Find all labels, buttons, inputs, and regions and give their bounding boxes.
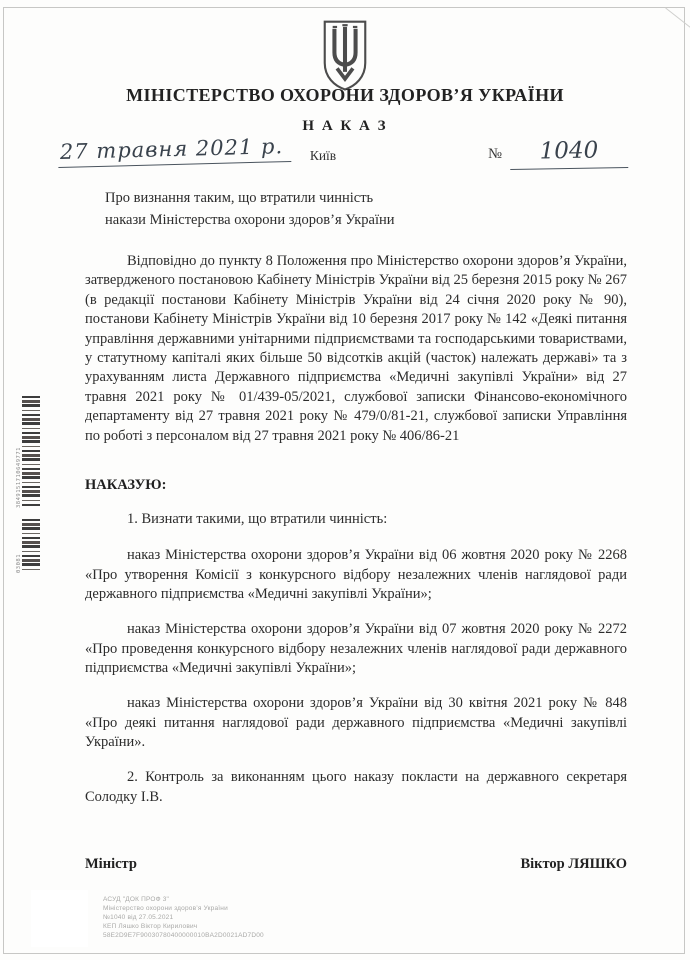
stamp-line: Міністерство охорони здоров’я України [103, 905, 228, 912]
subject-block [105, 188, 525, 231]
ukraine-trident-icon [316, 19, 374, 93]
document-type-title: Н А К А З [302, 118, 388, 134]
vertical-barcode-small [15, 519, 40, 573]
stamp-text-block [103, 892, 264, 940]
barcode-bars-icon [22, 396, 40, 508]
order-number-block [488, 138, 628, 169]
resolution-word: НАКАЗУЮ: [85, 477, 167, 493]
vertical-barcode-main [15, 396, 40, 508]
handwritten-date: 27 травня 2021 р. [58, 134, 292, 168]
ministry-title: МІНІСТЕРСТВО ОХОРОНИ ЗДОРОВ’Я УКРАЇНИ [126, 85, 564, 105]
stamp-line: КЕП Ляшко Віктор Кирилович [103, 923, 198, 930]
barcode-number: 03081 [16, 553, 22, 573]
clause-1-intro: 1. Визнати такими, що втратили чинність: [127, 511, 388, 527]
qr-code-icon [33, 892, 86, 945]
subject-line-2: накази Міністерства охорони здоров’я України [105, 211, 395, 228]
handwritten-order-number: 1040 [510, 137, 629, 170]
subject-line-1: Про визнання таким, що втратили чинність [105, 190, 374, 206]
revoked-order-2: наказ Міністерства охорони здоров’я України від 07 жовтня 2020 року № 2272 «Про проведення конкурсного відбору незалежних членів наглядової ради державного підприємства «Медичні закупівлі України»; [85, 621, 627, 677]
stamp-line: №1040 від 27.05.2021 [103, 914, 174, 921]
coat-of-arms [0, 19, 690, 93]
number-sign: № [488, 146, 502, 162]
stamp-line: АСУД "ДОК ПРОФ 3" [103, 896, 170, 903]
date-number-row [58, 136, 628, 178]
barcode-bars-icon [22, 519, 40, 573]
stamp-line: 58E2D9E7F90030780400000010BA2D0021AD7D00 [103, 932, 264, 939]
signer-name: Віктор ЛЯШКО [520, 856, 627, 872]
digital-signature-stamp [33, 892, 264, 945]
city-label: Київ [309, 148, 337, 163]
preamble-paragraph: Відповідно до пункту 8 Положення про Міністерство охорони здоров’я України, затвердженого постановою Кабінету Міністрів України від 25 березня 2015 року № 267 (в редакції постанови Кабінету Міністрів України від 24 січня 2020 року № 90), постанови Кабінету Міністрів України від 10 березня 2017 року № 142 «Деякі питання управління державними унітарними підприємствами та господарськими товариствами, у статутному капіталі яких більше 50 відсотків акцій (часток) належать державі» та з урахуванням листа Державного підприємства «Медичні закупівлі України» від 27 травня 2021 року № 01/439-05/2021, службової записки Фінансово-економічного департаменту від 27 травня 2021 року № 479/0/81-21, службової записки Управління по роботі з персоналом від 27 травня 2021 року № 406/86-21 [85, 253, 627, 444]
revoked-order-3: наказ Міністерства охорони здоров’я України від 30 квітня 2021 року № 848 «Про деякі питання наглядової ради державного підприємства «Медичні закупівлі України». [85, 695, 627, 751]
signature-row [85, 856, 627, 873]
clause-2-control: 2. Контроль за виконанням цього наказу покласти на державного секретаря Солодку І.В. [85, 769, 627, 805]
barcode-number: 3849151710649771 [16, 447, 22, 508]
revoked-order-1: наказ Міністерства охорони здоров’я України від 06 жовтня 2020 року № 2268 «Про утворення Комісії з конкурсного відбору незалежних членів наглядової ради державного підприємства «Медичні закупівлі України»; [85, 547, 627, 603]
signer-position: Міністр [85, 856, 137, 872]
